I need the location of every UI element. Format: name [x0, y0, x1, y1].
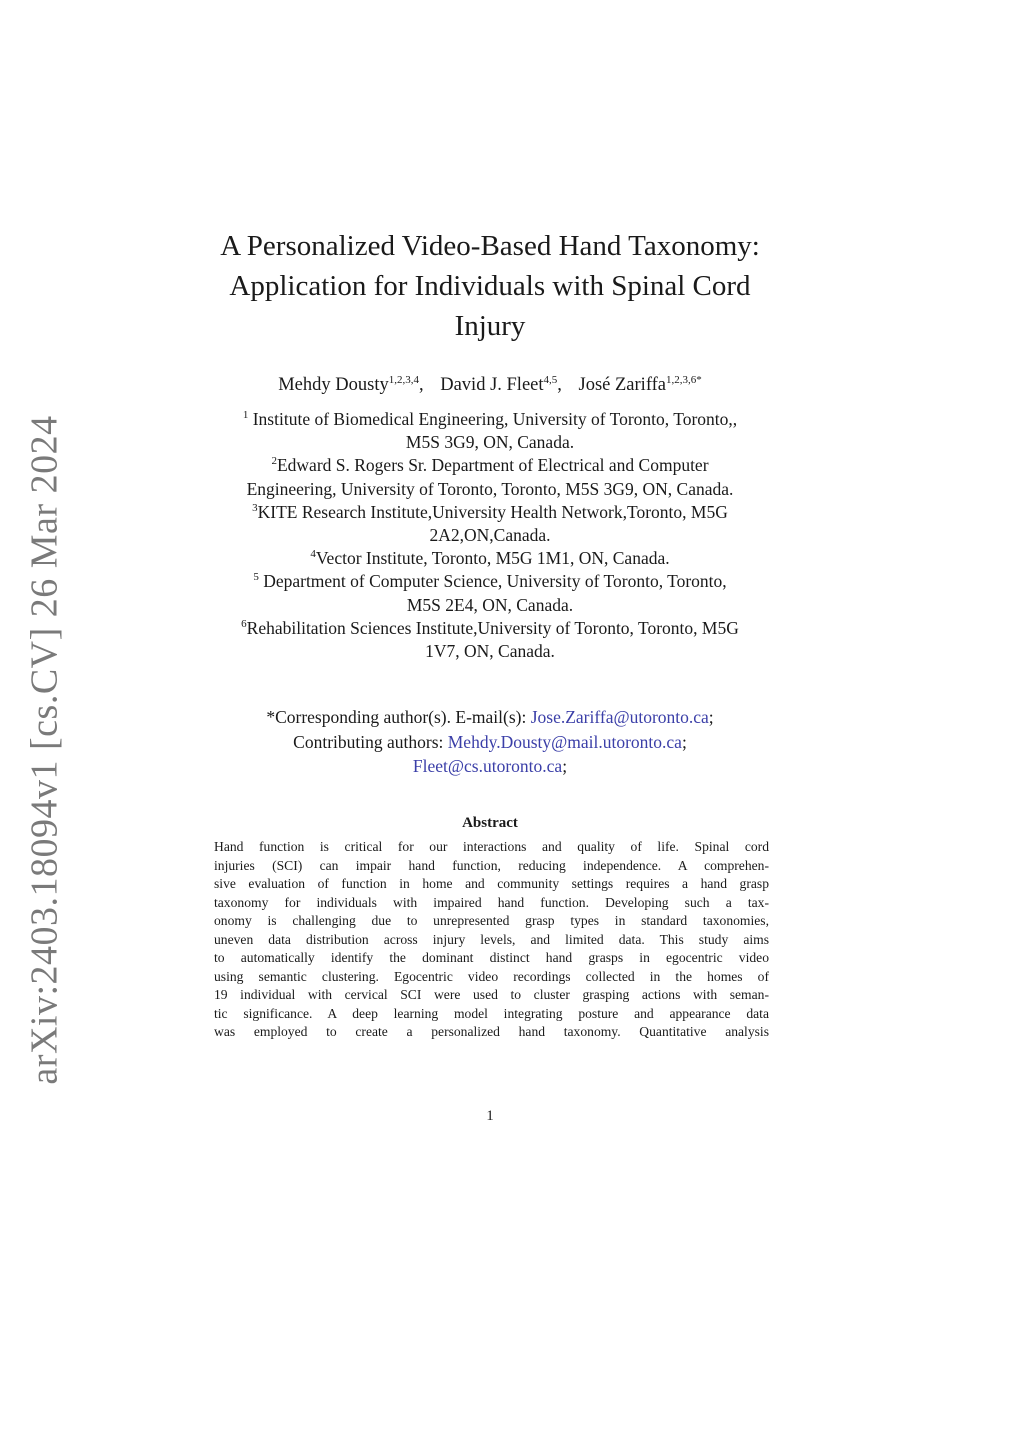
corresponding-author-line [150, 705, 830, 730]
email-separator: ; [708, 707, 714, 727]
affiliation-text: Institute of Biomedical Engineering, University of Toronto, Toronto,, [248, 409, 738, 429]
affiliation-line [150, 524, 830, 547]
affiliation-text: KITE Research Institute,University Health Network,Toronto, M5G [257, 501, 728, 522]
author-separator: , [557, 375, 562, 395]
abstract-line: tic significance. A deep learning model integrating posture and appearance data [214, 1005, 769, 1021]
email-separator: ; [562, 756, 568, 776]
author-entry [579, 375, 702, 395]
contributing-authors-label: Contributing authors: [293, 731, 448, 752]
affiliation-text: Rehabilitation Sciences Institute,University of Toronto, Toronto, M5G [246, 617, 739, 638]
affiliation-line [150, 431, 830, 454]
affiliation-marker: 1 [242, 409, 249, 421]
corresponding-email-link[interactable]: Jose.Zariffa@utoronto.ca [530, 707, 709, 727]
contributing-email-link[interactable]: Fleet@cs.utoronto.ca [412, 756, 563, 776]
title-line: A Personalized Video-Based Hand Taxonomy: [220, 230, 760, 262]
affiliation-text: 1V7, ON, Canada. [425, 641, 555, 662]
author-list [140, 372, 840, 398]
email-separator: ; [681, 731, 687, 752]
abstract-heading: Abstract [462, 815, 518, 831]
abstract-line: sive evaluation of function in home and community settings requires a hand grasp [214, 876, 769, 892]
affiliation-list [150, 408, 830, 663]
affiliation-marker: 2 [271, 455, 277, 468]
author-affiliation-marker: 4,5 [543, 374, 558, 386]
affiliation-line [150, 594, 830, 617]
abstract-line: to automatically identify the dominant distinct hand grasps in egocentric video [214, 950, 769, 966]
author-affiliation-marker: 1,2,3,6* [666, 374, 702, 386]
arxiv-identifier-stamp [10, 415, 80, 1085]
author-name: Mehdy Dousty [278, 375, 389, 395]
author-name: David J. Fleet [440, 375, 544, 395]
affiliation-text: 2A2,ON,Canada. [429, 525, 551, 546]
contributing-email-link[interactable]: Mehdy.Dousty@mail.utoronto.ca [447, 731, 682, 752]
author-entry [278, 375, 423, 395]
affiliation-line [150, 617, 830, 640]
author-name: José Zariffa [578, 375, 667, 395]
affiliation-marker: 4 [310, 548, 316, 561]
abstract-line: using semantic clustering. Egocentric video recordings collected in the homes of [214, 968, 769, 984]
affiliation-text: Department of Computer Science, University of Toronto, Toronto, [258, 571, 727, 592]
abstract-line: 19 individual with cervical SCI were used to cluster grasping actions with seman- [214, 987, 769, 1003]
abstract-line: injuries (SCI) can impair hand function, reducing independence. A comprehen- [214, 857, 769, 873]
author-affiliation-marker: 1,2,3,4 [388, 374, 419, 386]
contributing-authors-line [150, 730, 830, 755]
abstract-body [214, 838, 769, 1042]
abstract-line: was employed to create a personalized hand taxonomy. Quantitative analysis [214, 1024, 769, 1040]
author-separator: , [418, 375, 424, 395]
affiliation-line [150, 570, 830, 593]
affiliation-line [150, 547, 830, 570]
paper-title [150, 226, 830, 346]
arxiv-identifier-text: arXiv:2403.18094v1 [cs.CV] 26 Mar 2024 [24, 415, 67, 1085]
affiliation-text: M5S 3G9, ON, Canada. [405, 432, 575, 453]
contributing-authors-line-2 [150, 754, 830, 779]
affiliation-text: Edward S. Rogers Sr. Department of Electrical and Computer [276, 455, 709, 476]
affiliation-text: Vector Institute, Toronto, M5G 1M1, ON, Canada. [315, 548, 670, 569]
title-line: Injury [454, 310, 526, 342]
abstract-line: uneven data distribution across injury levels, and limited data. This study aims [214, 931, 769, 947]
corresponding-author-label: *Corresponding author(s). E-mail(s): [266, 707, 531, 727]
affiliation-line [150, 454, 830, 477]
page-number: 1 [486, 1108, 494, 1124]
title-line: Application for Individuals with Spinal Cord [229, 270, 751, 302]
author-entry [440, 375, 562, 395]
affiliation-marker: 5 [253, 571, 259, 584]
affiliation-line [150, 478, 830, 501]
affiliation-marker: 6 [241, 617, 247, 630]
affiliation-text: M5S 2E4, ON, Canada. [406, 594, 574, 615]
affiliation-line [150, 640, 830, 663]
abstract-line: Hand function is critical for our interactions and quality of life. Spinal cord [214, 839, 769, 854]
affiliation-line [150, 501, 830, 524]
contact-block [150, 705, 830, 779]
abstract-line: onomy is challenging due to unrepresented grasp types in standard taxonomies, [214, 913, 769, 929]
affiliation-line [150, 408, 830, 431]
affiliation-marker: 3 [252, 501, 258, 514]
abstract-line: taxonomy for individuals with impaired hand function. Developing such a tax- [214, 894, 769, 910]
affiliation-text: Engineering, University of Toronto, Toronto, M5S 3G9, ON, Canada. [246, 478, 734, 499]
